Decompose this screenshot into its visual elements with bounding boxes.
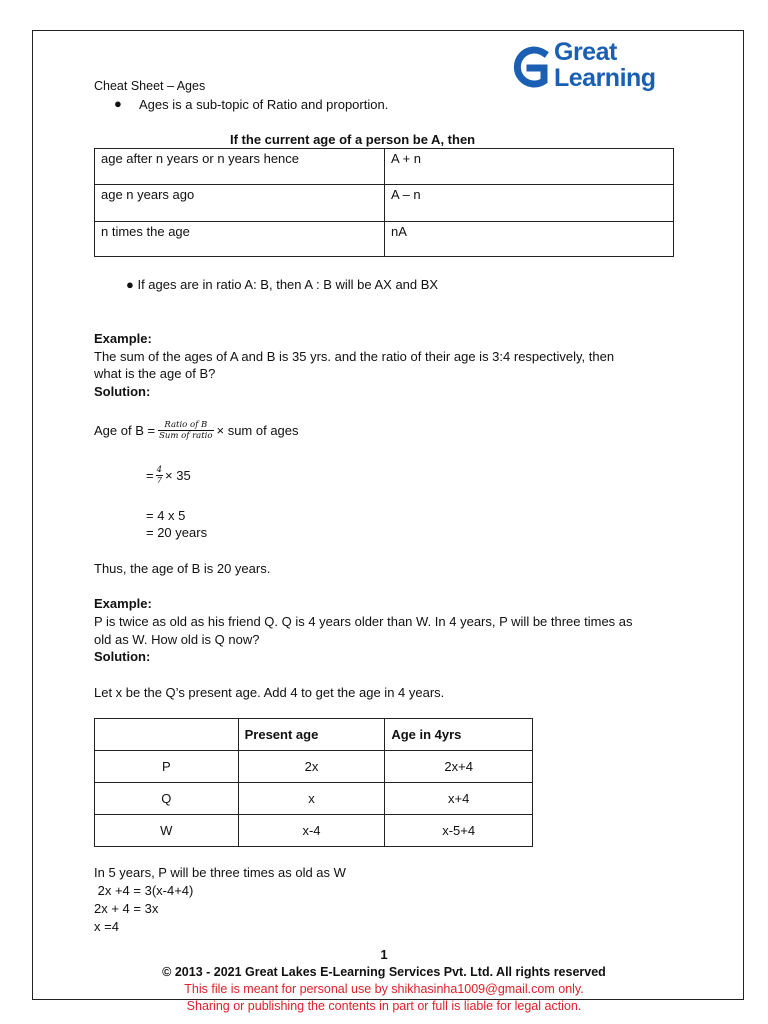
fraction-denominator: 7 xyxy=(156,475,163,486)
example1-label: Example: xyxy=(94,331,152,346)
table-cell: x xyxy=(238,783,385,815)
example2-line3: 2x + 4 = 3x xyxy=(94,901,159,916)
example2-solution-label: Solution: xyxy=(94,649,151,664)
great-learning-logo xyxy=(510,40,680,96)
example2-question-line2: old as W. How old is Q now? xyxy=(94,632,260,647)
table-cell: x-4 xyxy=(238,815,385,847)
page-number: 1 xyxy=(380,947,388,962)
step1-line xyxy=(146,462,191,488)
table-row xyxy=(95,185,674,222)
bullet-2-text: ● If ages are in ratio A: B, then A : B will be AX and BX xyxy=(126,277,439,292)
table-cell: W xyxy=(95,815,239,847)
formula-lhs: Age of B = xyxy=(94,422,156,438)
example2-line1: In 5 years, P will be three times as old as W xyxy=(94,865,346,880)
table-cell: age after n years or n years hence xyxy=(95,149,385,185)
fraction-denominator: Sum of ratio xyxy=(159,430,213,441)
logo-text-line1: Great xyxy=(554,38,617,66)
table1-caption: If the current age of a person be A, then xyxy=(230,132,476,147)
table-row xyxy=(95,783,533,815)
example2-line4: x =4 xyxy=(94,919,119,934)
bullet-1-text: Ages is a sub-topic of Ratio and proportion. xyxy=(139,97,389,112)
table-header-cell xyxy=(95,719,239,751)
step1-fraction xyxy=(156,465,163,486)
doc-title: Cheat Sheet – Ages xyxy=(94,79,206,93)
step1-eq: = xyxy=(146,467,154,483)
bullet-dot-1: ● xyxy=(114,96,122,111)
table-cell: 2x xyxy=(238,751,385,783)
fraction-numerator: Ratio of B xyxy=(158,420,213,431)
table-cell: n times the age xyxy=(95,222,385,257)
formula-fraction xyxy=(158,420,213,441)
example2-question-line1: P is twice as old as his friend Q. Q is 4 years older than W. In 4 years, P will be three times as xyxy=(94,614,633,629)
example2-line2: 2x +4 = 3(x-4+4) xyxy=(94,883,194,898)
fraction-numerator: 4 xyxy=(156,464,163,475)
table-cell: 2x+4 xyxy=(385,751,533,783)
example1-solution-label: Solution: xyxy=(94,384,151,399)
table-header-cell: Present age xyxy=(238,719,385,751)
age-formula-table xyxy=(94,148,674,257)
table-cell: A – n xyxy=(385,185,674,222)
table-row xyxy=(95,815,533,847)
great-learning-g-icon xyxy=(510,44,550,90)
example2-intro: Let x be the Q’s present age. Add 4 to get the age in 4 years. xyxy=(94,685,445,700)
table-row xyxy=(95,222,674,257)
step3: = 20 years xyxy=(146,525,208,540)
age-table xyxy=(94,718,533,847)
step2: = 4 x 5 xyxy=(146,508,186,523)
example1-question-line1: The sum of the ages of A and B is 35 yrs. and the ratio of their age is 3:4 respectively, then xyxy=(94,349,615,364)
formula-line xyxy=(94,417,299,443)
example2-label: Example: xyxy=(94,596,152,611)
personal-use-notice: This file is meant for personal use by shikhasinha1009@gmail.com only. xyxy=(184,982,584,996)
table-cell: age n years ago xyxy=(95,185,385,222)
formula-rhs: × sum of ages xyxy=(216,422,299,438)
table-cell: A + n xyxy=(385,149,674,185)
table-row xyxy=(95,751,533,783)
table-row xyxy=(95,149,674,185)
example1-conclusion: Thus, the age of B is 20 years. xyxy=(94,561,271,576)
logo-text-line2: Learning xyxy=(554,64,656,92)
table-header-cell: Age in 4yrs xyxy=(385,719,533,751)
legal-notice: Sharing or publishing the contents in part or full is liable for legal action. xyxy=(186,999,582,1013)
copyright: © 2013 - 2021 Great Lakes E-Learning Services Pvt. Ltd. All rights reserved xyxy=(162,965,606,979)
table-cell: x-5+4 xyxy=(385,815,533,847)
step1-rhs: × 35 xyxy=(165,467,191,483)
table-cell: x+4 xyxy=(385,783,533,815)
example1-question-line2: what is the age of B? xyxy=(94,366,216,381)
table-cell: P xyxy=(95,751,239,783)
table-cell: nA xyxy=(385,222,674,257)
table-cell: Q xyxy=(95,783,239,815)
table-header-row xyxy=(95,719,533,751)
